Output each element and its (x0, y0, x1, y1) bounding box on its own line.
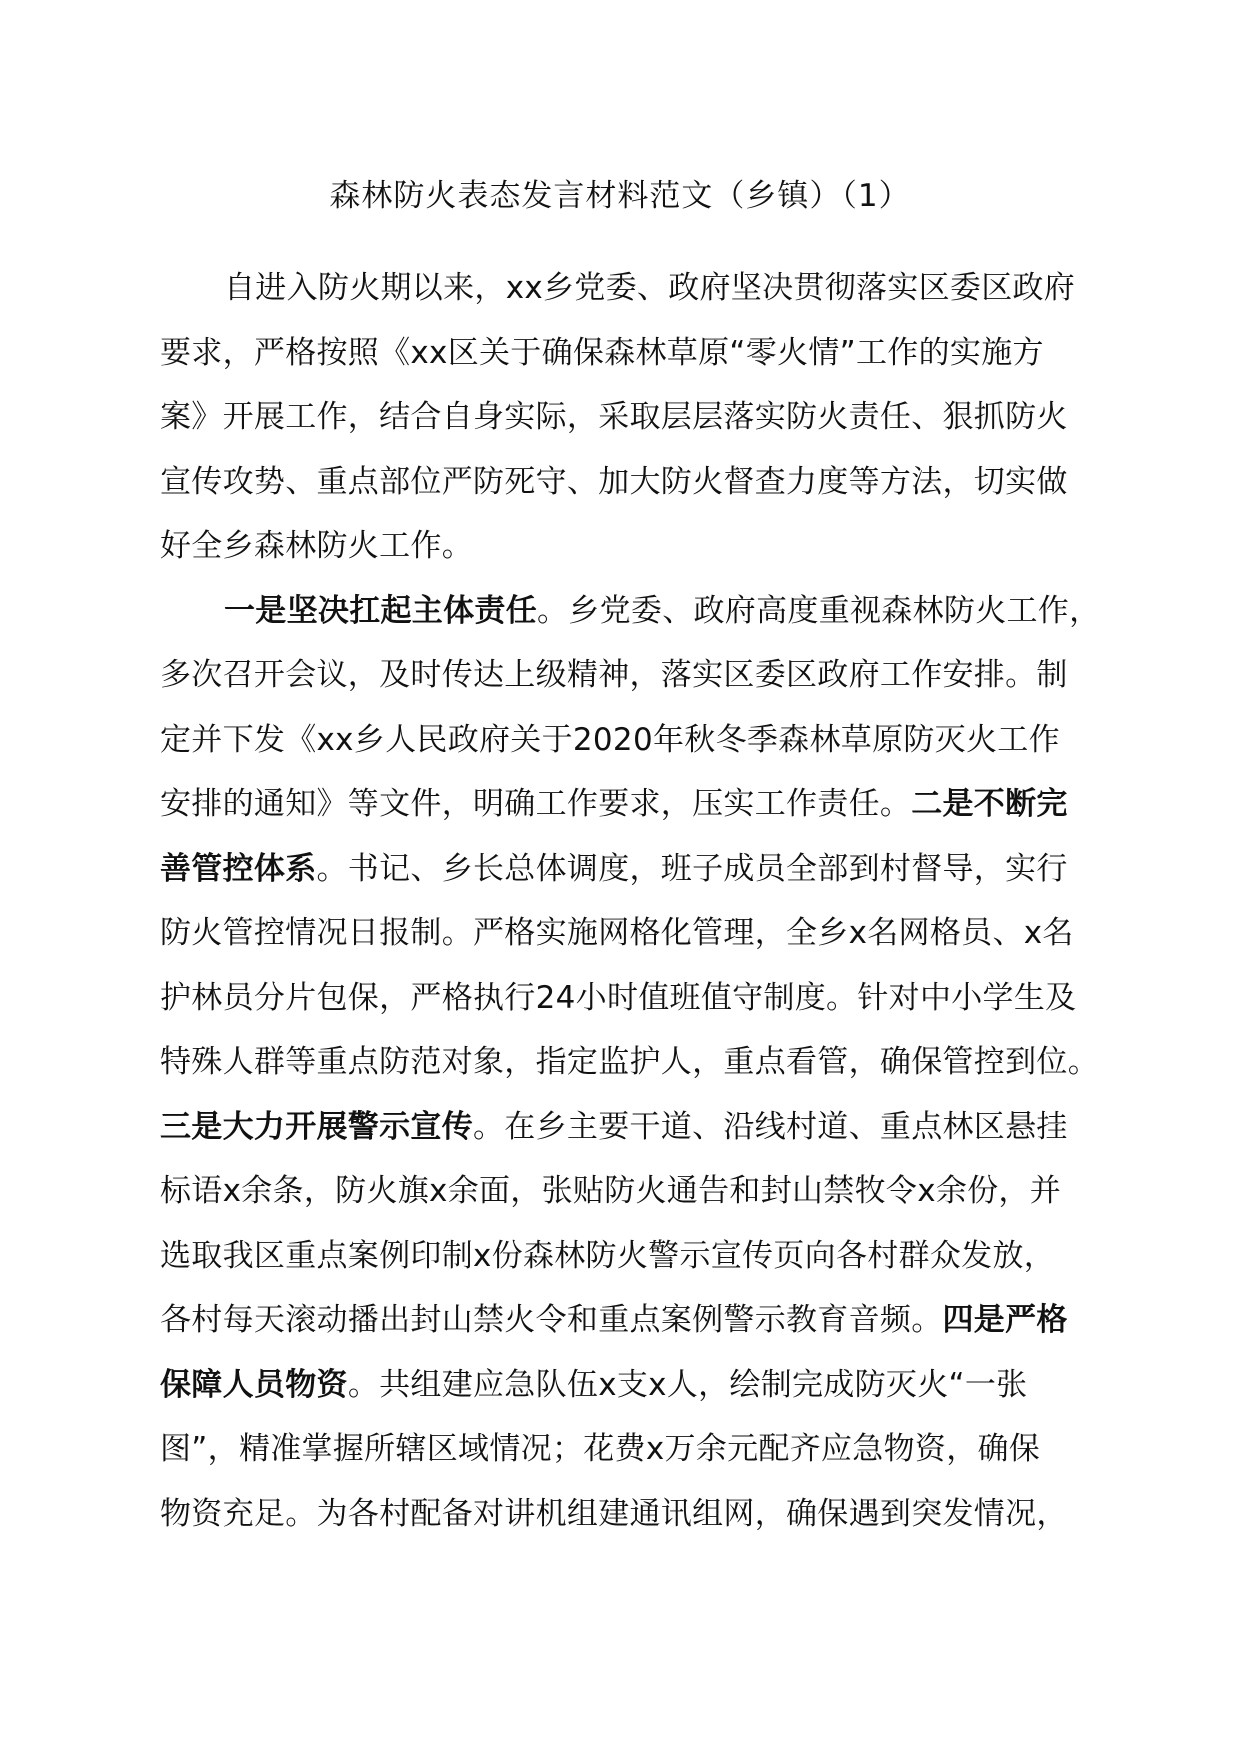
text-line (160, 1030, 1099, 1095)
text-segment: 。共组建应急队伍x支x人，绘制完成防灭火“一张 (347, 1366, 1028, 1403)
text-segment: 。乡党委、政府高度重视森林防火工作， (537, 592, 1101, 629)
text-segment: 各村每天滚动播出封山禁火令和重点案例警示教育音频。 (160, 1302, 943, 1338)
text-line (160, 385, 1090, 450)
text-segment: 物资充足。为各村配备对讲机组建通讯组网，确保遇到突发情况， (160, 1495, 1068, 1532)
text-segment: 要求，严格按照《xx区关于确保森林草原“零火情”工作的实施方 (160, 334, 1044, 371)
text-segment: 自进入防火期以来，xx乡党委、政府坚决贯彻落实区委区政府 (224, 270, 1076, 306)
bold-heading-segment: 三是大力开展警示宣传 (160, 1108, 473, 1145)
text-line (160, 708, 1090, 773)
text-line (160, 256, 1090, 321)
bold-heading-segment: 二是不断完 (911, 786, 1068, 822)
text-line (160, 1224, 1090, 1289)
text-line (160, 772, 1090, 837)
text-line (160, 514, 1090, 579)
text-segment: 护林员分片包保，严格执行24小时值班值守制度。针对中小学生及 (160, 979, 1077, 1016)
text-line (160, 901, 1090, 966)
text-segment: 宣传攻势、重点部位严防死守、加大防火督查力度等方法，切实做 (160, 463, 1068, 500)
document-title: 森林防火表态发言材料范文（乡镇）（1） (329, 178, 911, 214)
text-segment: 多次召开会议，及时传达上级精神，落实区委区政府工作安排。制 (160, 657, 1068, 693)
text-line (160, 1159, 1090, 1224)
bold-heading-segment: 一是坚决扛起主体责任 (224, 592, 537, 629)
text-line (160, 1417, 1090, 1482)
text-segment: 安排的通知》等文件，明确工作要求，压实工作责任。 (160, 786, 912, 822)
text-line (160, 321, 1090, 386)
text-line (160, 837, 1090, 902)
bold-heading-segment: 四是严格 (942, 1302, 1068, 1338)
text-line (160, 1288, 1090, 1353)
text-line (160, 643, 1090, 708)
text-segment: 。在乡主要干道、沿线村道、重点林区悬挂 (473, 1108, 1068, 1145)
text-segment: 。书记、乡长总体调度，班子成员全部到村督导，实行 (316, 850, 1068, 887)
text-segment: 图”，精准掌握所辖区域情况；花费x万余元配齐应急物资，确保 (160, 1431, 1041, 1467)
text-line (160, 579, 1101, 644)
text-line (160, 1482, 1090, 1547)
text-line (160, 966, 1090, 1031)
text-segment: 选取我区重点案例印制x份森林防火警示宣传页向各村群众发放， (160, 1237, 1056, 1274)
text-line (160, 1353, 1090, 1418)
text-segment: 特殊人群等重点防范对象，指定监护人，重点看管，确保管控到位。 (160, 1044, 1099, 1080)
document-body (160, 256, 1101, 1546)
text-segment: 防火管控情况日报制。严格实施网格化管理，全乡x名网格员、x名 (160, 915, 1074, 951)
text-line (160, 450, 1090, 515)
text-segment: 好全乡森林防火工作。 (160, 528, 473, 564)
text-line (160, 1095, 1090, 1160)
text-segment: 定并下发《xx乡人民政府关于2020年秋冬季森林草原防灭火工作 (160, 721, 1060, 758)
bold-heading-segment: 善管控体系 (160, 850, 317, 887)
text-segment: 案》开展工作，结合自身实际，采取层层落实防火责任、狠抓防火 (160, 399, 1068, 435)
bold-heading-segment: 保障人员物资 (160, 1366, 348, 1403)
text-segment: 标语x余条，防火旗x余面，张贴防火通告和封山禁牧令x余份，并 (160, 1173, 1062, 1209)
